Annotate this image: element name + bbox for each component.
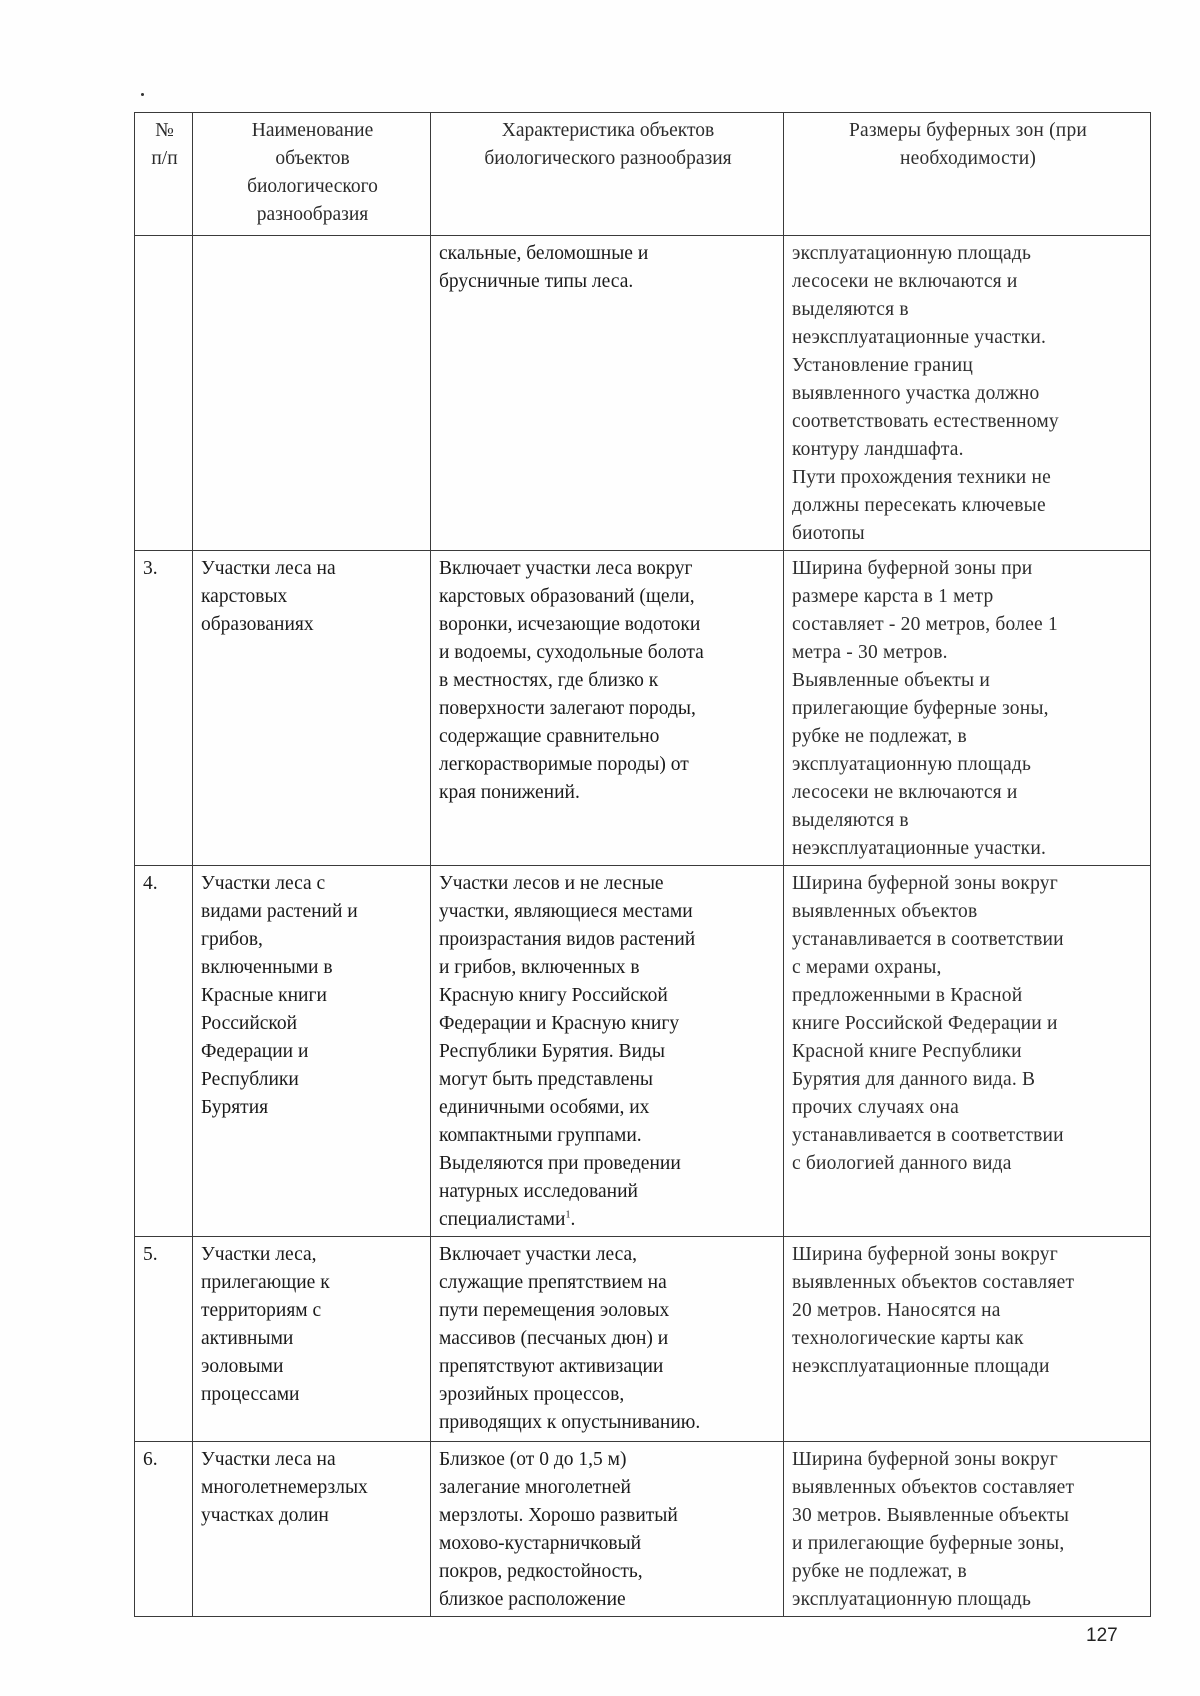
row-number-cell [135, 1237, 193, 1442]
buffer-cell [784, 1237, 1151, 1442]
buffer-cell [784, 551, 1151, 866]
characteristic-cell [431, 866, 784, 1237]
object-name: Участки леса на карстовых образованиях [201, 558, 336, 635]
scan-artifact-dot [141, 93, 144, 96]
characteristic-text: Включает участки леса, служащие препятствием на пути перемещения эоловых массивов (песчаных дюн) и препятствуют активизации эрозийных процессов, приводящих к опустыниванию. [439, 1244, 701, 1433]
biodiversity-objects-table [134, 112, 1151, 1617]
buffer-cell [784, 1442, 1151, 1617]
header-cell-name [193, 113, 431, 236]
buffer-text: Ширина буферной зоны вокруг выявленных объектов составляет 20 метров. Наносятся на технологические карты как неэксплуатационные площади [792, 1244, 1075, 1377]
object-name-cell [193, 236, 431, 551]
row-number: 5. [143, 1244, 158, 1265]
page-number: 127 [1086, 1625, 1118, 1646]
header-cell-num [135, 113, 193, 236]
table-header-row [135, 113, 1151, 236]
characteristic-cell [431, 236, 784, 551]
buffer-text: Ширина буферной зоны при размере карста в 1 метр составляет - 20 метров, более 1 метра - 30 метров. Выявленные объекты и прилегающие буферные зоны, рубке не подлежат, в эксплуатационную площадь лесосеки не включаются и выделяются в неэксплуатационные участки. [792, 558, 1058, 859]
characteristic-text: Включает участки леса вокруг карстовых образований (щели, воронки, исчезающие водотоки и водоемы, суходольные болота в местностях, где близко к поверхности залегают породы, содержащие сравнительно легкорастворимые породы) от края понижений. [439, 558, 704, 803]
buffer-text: эксплуатационную площадь лесосеки не включаются и выделяются в неэксплуатационные участки. Установление границ выявленного участка должно соответствовать естественному контуру ландшафта. Пути прохождения техники не должны пересекать ключевые биотопы [792, 243, 1059, 544]
header-num-text: № п/п [151, 120, 178, 169]
row-number-cell [135, 551, 193, 866]
buffer-text: Ширина буферной зоны вокруг выявленных объектов устанавливается в соответствии с мерами охраны, предложенными в Красной книге Российской Федерации и Красной книге Республики Бурятия для данного вида. В прочих случаях она устанавливается в соответствии с биологией данного вида [792, 873, 1064, 1174]
characteristic-text: Участки лесов и не лесные участки, являющиеся местами произрастания видов растений и грибов, включенных в Красную книгу Российской Федерации и Красную книгу Республики Бурятия. Виды могут быть представлены единичными особями, их компактными группами. Выделяются при проведении натурных исследований специалистами [439, 873, 696, 1230]
characteristic-text: Близкое (от 0 до 1,5 м) залегание многолетней мерзлоты. Хорошо развитый мохово-кустарничковый покров, редкостойность, близкое расположение [439, 1449, 678, 1610]
table-row [135, 866, 1151, 1237]
object-name: Участки леса, прилегающие к территориям с активными эоловыми процессами [201, 1244, 330, 1405]
object-name: Участки леса с видами растений и грибов, включенными в Красные книги Российской Федерации и Республики Бурятия [201, 873, 358, 1118]
row-number: 6. [143, 1449, 158, 1470]
row-number-cell [135, 236, 193, 551]
buffer-text: Ширина буферной зоны вокруг выявленных объектов составляет 30 метров. Выявленные объекты и прилегающие буферные зоны, рубке не подлежат, в эксплуатационную площадь [792, 1449, 1075, 1610]
table-row [135, 1442, 1151, 1617]
row-number-cell [135, 866, 193, 1237]
object-name-cell [193, 866, 431, 1237]
characteristic-text: скальные, беломошные и брусничные типы леса. [439, 243, 649, 292]
row-number: 4. [143, 873, 158, 894]
header-characteristic-text: Характеристика объектов биологического разнообразия [484, 120, 732, 169]
object-name-cell [193, 551, 431, 866]
characteristic-cell [431, 551, 784, 866]
characteristic-text-wrapper [439, 870, 777, 1234]
object-name-cell [193, 1237, 431, 1442]
object-name: Участки леса на многолетнемерзлых участках долин [201, 1449, 368, 1526]
row-number: 3. [143, 558, 158, 579]
table-row [135, 551, 1151, 866]
header-buffer-text: Размеры буферных зон (при необходимости) [848, 120, 1088, 169]
buffer-cell [784, 236, 1151, 551]
table-row [135, 1237, 1151, 1442]
buffer-cell [784, 866, 1151, 1237]
header-cell-buffer [784, 113, 1151, 236]
header-cell-characteristic [431, 113, 784, 236]
characteristic-cell [431, 1237, 784, 1442]
footnote-mark: 1 [565, 1209, 571, 1221]
table-row [135, 236, 1151, 551]
object-name-cell [193, 1442, 431, 1617]
characteristic-cell [431, 1442, 784, 1617]
characteristic-tail: . [570, 1209, 576, 1230]
row-number-cell [135, 1442, 193, 1617]
header-name-text: Наименование объектов биологического разнообразия [247, 120, 378, 225]
